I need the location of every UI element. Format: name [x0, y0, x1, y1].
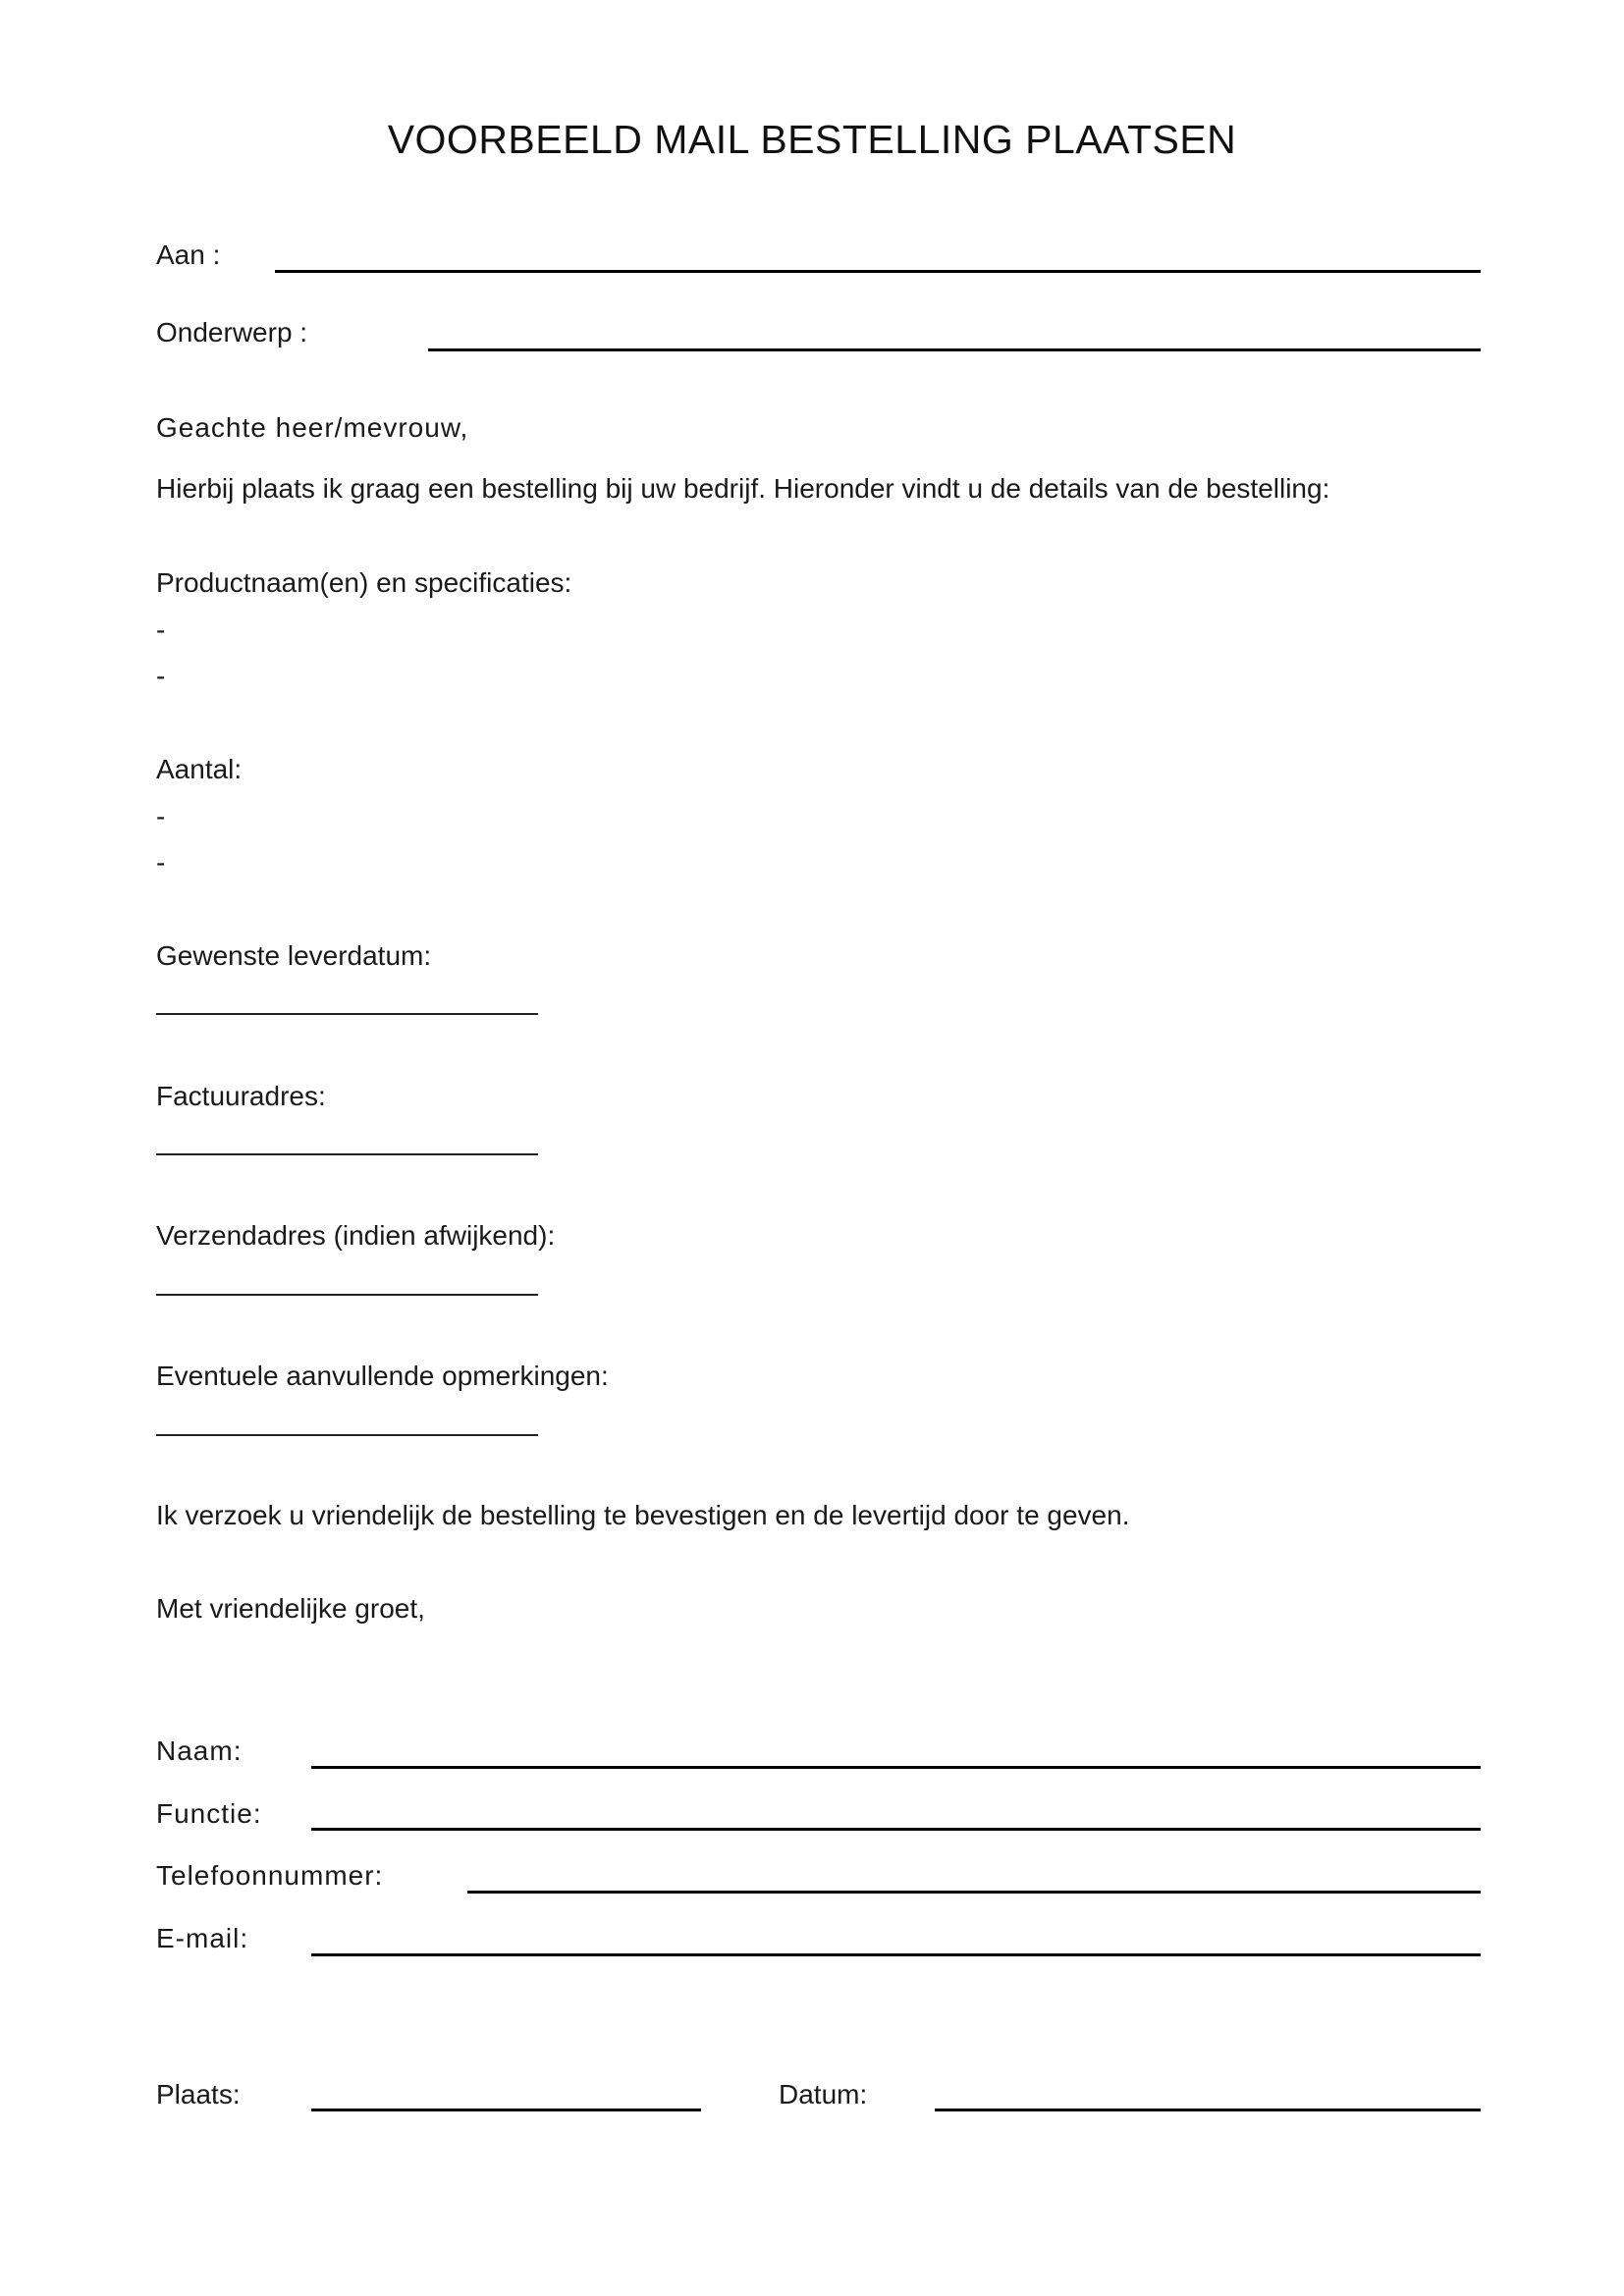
- remarks-field[interactable]: [156, 1434, 538, 1436]
- aan-field[interactable]: [275, 270, 1481, 273]
- email-field[interactable]: [311, 1953, 1481, 1956]
- plaats-field[interactable]: [311, 2109, 701, 2111]
- page-title: VOORBEELD MAIL BESTELLING PLAATSEN: [387, 117, 1237, 162]
- aan-label: Aan :: [156, 240, 221, 270]
- quantity-list-item: -: [156, 801, 166, 831]
- naam-label: Naam:: [156, 1735, 243, 1766]
- closing-text: Met vriendelijke groet,: [156, 1593, 425, 1624]
- delivery-date-field[interactable]: [156, 1013, 538, 1015]
- remarks-label: Eventuele aanvullende opmerkingen:: [156, 1361, 609, 1391]
- quantity-label: Aantal:: [156, 754, 243, 784]
- products-list-item: -: [156, 614, 166, 645]
- telefoon-label: Telefoonnummer:: [156, 1860, 384, 1891]
- request-text: Ik verzoek u vriendelijk de bestelling te bevestigen en de levertijd door te geven.: [156, 1500, 1130, 1530]
- intro-text: Hierbij plaats ik graag een bestelling bij uw bedrijf. Hieronder vindt u de details van de bestelling:: [156, 473, 1330, 504]
- invoice-address-field[interactable]: [156, 1153, 538, 1155]
- email-label: E-mail:: [156, 1923, 249, 1953]
- onderwerp-field[interactable]: [428, 348, 1481, 351]
- quantity-list-item: -: [156, 847, 166, 878]
- telefoon-field[interactable]: [467, 1891, 1481, 1894]
- products-label: Productnaam(en) en specificaties:: [156, 567, 572, 598]
- plaats-label: Plaats:: [156, 2079, 241, 2109]
- onderwerp-label: Onderwerp :: [156, 317, 308, 347]
- naam-field[interactable]: [311, 1766, 1481, 1769]
- datum-field[interactable]: [935, 2109, 1481, 2111]
- products-list-item: -: [156, 661, 166, 691]
- functie-label: Functie:: [156, 1798, 262, 1829]
- shipping-address-label: Verzendadres (indien afwijkend):: [156, 1220, 556, 1251]
- datum-label: Datum:: [779, 2079, 868, 2109]
- salutation: Geachte heer/mevrouw,: [156, 412, 469, 443]
- functie-field[interactable]: [311, 1828, 1481, 1831]
- delivery-date-label: Gewenste leverdatum:: [156, 940, 432, 971]
- invoice-address-label: Factuuradres:: [156, 1081, 326, 1111]
- shipping-address-field[interactable]: [156, 1294, 538, 1296]
